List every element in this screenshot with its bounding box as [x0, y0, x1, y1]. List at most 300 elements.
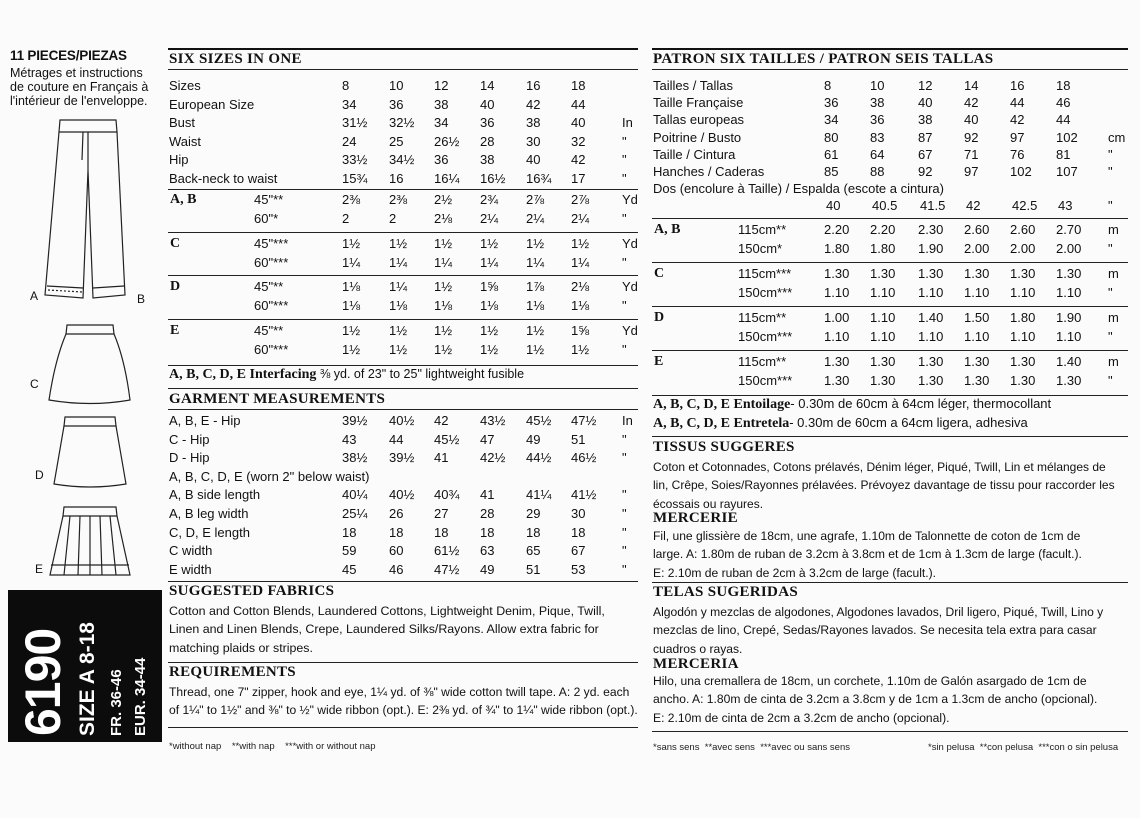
measurement-cell: 30: [571, 506, 586, 521]
measurement-cell: 65: [526, 543, 541, 559]
measurement-cell: 42: [434, 413, 449, 428]
french-title: PATRON SIX TAILLES / PATRON SEIS TALLAS: [653, 51, 994, 67]
entoilage-line: [653, 396, 1051, 413]
unit-label: ": [622, 152, 627, 167]
size-cell: 40: [526, 152, 541, 167]
size-row-label: Back-neck to waist: [169, 170, 278, 186]
unit-label: m: [1108, 266, 1119, 281]
yardage-cell: 1⅛: [434, 298, 453, 313]
yardage-cell: 1½: [342, 322, 361, 338]
view-label-a: A: [30, 289, 39, 303]
size-cell: 97: [1010, 129, 1025, 145]
measurement-cell: 40¾: [434, 487, 460, 503]
measurement-label: A, B leg width: [169, 506, 249, 521]
size-cell: 16½: [480, 170, 506, 186]
yardage-cell: 1½: [526, 341, 545, 357]
unit-label: ": [622, 561, 627, 577]
unit-label: ": [622, 524, 627, 540]
yardage-cell: 1½: [480, 341, 499, 357]
unit-label: ": [622, 170, 627, 186]
size-cell: 12: [434, 78, 449, 93]
interfacing-text: ⅜ yd. of 23" to 25" lightweight fusible: [319, 367, 525, 381]
yardage-cell: 1⅛: [571, 298, 590, 313]
unit-label: m: [1108, 354, 1119, 369]
yardage-cell: 1.30: [1056, 266, 1082, 281]
unit-label: ": [1108, 198, 1113, 213]
unit-label: ": [622, 450, 627, 466]
pants-drawing: [45, 120, 125, 298]
size-cell: 12: [918, 78, 933, 93]
yardage-cell: 1.10: [870, 310, 896, 325]
unit-label: m: [1108, 310, 1119, 325]
yardage-cell: 2¼: [526, 211, 545, 226]
measurement-cell: 60: [389, 543, 404, 559]
text-line: E: 2.10m de cinta de 2cm a 3.2cm de ancho (opcional).: [653, 710, 950, 725]
yardage-cell: 1.80: [1010, 310, 1036, 325]
yardage-cell: 1.30: [870, 354, 896, 369]
measurement-cell: 45½: [434, 431, 460, 447]
measurement-cell: 49: [526, 431, 541, 447]
size-cell: 32½: [389, 115, 415, 130]
yardage-cell: 1.30: [1010, 373, 1036, 388]
measurement-cell: 44: [389, 431, 404, 447]
size-cell: 83: [870, 129, 885, 145]
text-line: lin, Crêpe, Soies/Rayonnes prélavées. Prévoyez davantage de tissu pour raccorder les: [653, 478, 1115, 493]
yardage-cell: 1.10: [964, 285, 990, 300]
yardage-cell: 1¼: [434, 254, 453, 270]
measurement-cell: 67: [571, 543, 586, 559]
skirt-d-drawing: [54, 417, 126, 487]
yardage-cell: 1½: [389, 341, 408, 357]
unit-label: ": [622, 431, 627, 447]
unit-label: ": [1108, 285, 1113, 300]
text-line: Algodón y mezclas de algodones, Algodones lavados, Dril ligero, Piqué, Twill, Lino y: [653, 605, 1104, 619]
eur-size-range: EUR. 34-44: [132, 657, 149, 736]
yardage-cell: 2.00: [1010, 241, 1036, 256]
yardage-cell: 1.10: [918, 285, 944, 300]
measurement-cell: 27: [434, 506, 449, 521]
view-label: C: [654, 266, 665, 281]
suggested-fabrics-title: SUGGESTED FABRICS: [169, 583, 335, 599]
size-cell: 71: [964, 146, 979, 162]
fabric-width: 60"*: [254, 211, 279, 226]
size-cell: 8: [824, 78, 832, 93]
requirements-title: REQUIREMENTS: [169, 664, 296, 680]
yardage-cell: 1.30: [870, 373, 896, 388]
size-row-label: Taille Française: [653, 95, 744, 111]
size-cell: 42: [964, 95, 979, 111]
dos-cell: 42.5: [1012, 198, 1038, 213]
size-cell: 42: [571, 152, 586, 167]
text-line: ancho. A: 1.80m de cinta de 3.2cm a 3.8cm y de 1cm a 1.3cm de ancho (opcional).: [653, 692, 1098, 707]
yardage-cell: 1⅛: [389, 298, 408, 313]
yardage-cell: 2⅞: [571, 192, 590, 207]
view-label-e: E: [35, 562, 44, 576]
measurement-cell: 26: [389, 506, 404, 521]
yardage-cell: 1.30: [964, 266, 990, 281]
size-cell: 25: [389, 133, 404, 149]
skirt-c-drawing: [49, 325, 130, 404]
measurement-cell: 47½: [434, 561, 460, 577]
fabric-width: 150cm***: [738, 329, 793, 344]
size-cell: 40: [571, 115, 586, 130]
size-cell: 36: [824, 95, 839, 111]
unit-label: m: [1108, 222, 1119, 237]
entoilage-text: - 0.30m de 60cm à 64cm léger, thermocollant: [790, 396, 1052, 411]
measurement-cell: 59: [342, 543, 357, 559]
size-cell: 76: [1010, 146, 1025, 162]
requirements-text: [169, 683, 641, 720]
yardage-cell: 1½: [389, 322, 408, 338]
fabric-width: 115cm***: [738, 266, 792, 281]
text-line: Coton et Cotonnades, Cotons prélavés, Dénim léger, Piqué, Twill, Lin et mélanges de: [653, 460, 1106, 474]
text-line: Linen and Linen Blends, Crepe, Laundered Silks/Rayons. Allow extra fabric for: [169, 622, 599, 637]
interfacing-label: A, B, C, D, E Interfacing: [169, 367, 317, 382]
unit-label: ": [1108, 164, 1113, 179]
tissus-text: [653, 458, 1131, 513]
fabric-width: 45"**: [254, 322, 284, 338]
unit-label: ": [1108, 146, 1113, 162]
divider: [652, 350, 1128, 351]
yardage-cell: 1.80: [870, 241, 896, 256]
measurement-cell: 18: [389, 524, 404, 540]
measurement-cell: 18: [571, 524, 586, 540]
spanish-footnote: *sin pelusa **con pelusa ***con o sin pelusa: [928, 742, 1119, 753]
measurement-cell: 45½: [526, 413, 552, 428]
fabric-width: 115cm**: [738, 222, 787, 237]
fabric-width: 60"***: [254, 254, 289, 270]
size-cell: 34: [434, 115, 449, 130]
fabric-width: 60"***: [254, 341, 289, 357]
measurement-cell: 39½: [389, 450, 415, 466]
measurement-cell: 61½: [434, 543, 460, 559]
size-row-label: Bust: [169, 115, 196, 130]
size-row-label: Hip: [169, 152, 189, 167]
telas-title: TELAS SUGERIDAS: [653, 584, 798, 600]
size-row-label: European Size: [169, 96, 255, 112]
size-range: SIZE A 8-18: [76, 622, 99, 736]
size-cell: 30: [526, 133, 541, 149]
measurement-cell: 25¼: [342, 506, 368, 521]
interfacing-line: [169, 367, 524, 383]
size-cell: 38: [918, 112, 933, 128]
size-cell: 16: [526, 78, 541, 93]
view-label: E: [654, 354, 664, 369]
size-cell: 36: [870, 112, 885, 128]
yardage-cell: 2¾: [480, 192, 499, 207]
yardage-cell: 1.30: [1056, 373, 1082, 388]
measurement-cell: 38½: [342, 450, 368, 466]
french-top-rule: [652, 48, 1128, 50]
view-label: E: [170, 322, 180, 338]
text-line: large. A: 1.80m de ruban de 3.2cm à 3.8cm et de 1cm à 1.3cm de large (facult.).: [653, 547, 1082, 562]
measurement-cell: 47½: [571, 413, 597, 428]
suggested-fabrics-text: [169, 602, 641, 657]
english-footnote: *without nap **with nap ***with or without nap: [169, 741, 376, 752]
size-cell: 8: [342, 78, 350, 93]
entretela-line: [653, 415, 1028, 432]
divider: [168, 275, 638, 276]
yardage-cell: 1.30: [824, 266, 850, 281]
size-cell: 24: [342, 133, 357, 149]
unit-label: ": [622, 211, 627, 226]
fabric-width: 45"***: [254, 235, 289, 251]
yardage-cell: 1⅝: [480, 279, 499, 294]
fabric-width: 45"**: [254, 192, 284, 207]
size-cell: 16¼: [434, 170, 460, 186]
pieces-count: 11 PIECES/PIEZAS: [10, 48, 127, 63]
text-line: Hilo, una cremallera de 18cm, un corchete, 1.10m de Galón asargado de 1cm de: [653, 674, 1087, 688]
yardage-cell: 1⅛: [342, 298, 361, 313]
size-cell: 38: [870, 95, 885, 111]
size-cell: 10: [389, 78, 404, 93]
size-row-label: Waist: [169, 133, 202, 149]
yardage-cell: 1.40: [918, 310, 944, 325]
size-cell: 18: [1056, 78, 1071, 93]
fabric-width: 150cm***: [738, 373, 793, 388]
size-cell: 36: [434, 152, 449, 167]
unit-label: cm: [1108, 129, 1126, 145]
measurement-cell: 44½: [526, 450, 552, 466]
measurement-cell: 51: [526, 561, 541, 577]
tissus-title: TISSUS SUGGERES: [653, 439, 795, 455]
yardage-cell: 2.20: [824, 222, 850, 237]
size-cell: 87: [918, 129, 933, 145]
text-line: Thread, one 7" zipper, hook and eye, 1¼ yd. of ⅜" wide cotton twill tape. A: 2 yd. each: [169, 685, 630, 699]
measurement-cell: 53: [571, 561, 586, 577]
yardage-cell: 1½: [480, 235, 499, 251]
measurement-label: E width: [169, 561, 212, 577]
yardage-cell: 2⅛: [434, 211, 453, 226]
entretela-text: - 0.30m de 60cm a 64cm ligera, adhesiva: [789, 415, 1028, 430]
measurement-label: C, D, E length: [169, 524, 250, 540]
yardage-cell: 1.30: [1010, 266, 1036, 281]
size-cell: 42: [526, 96, 541, 112]
size-cell: 18: [571, 78, 586, 93]
pattern-number-block: [8, 590, 162, 742]
unit-label: ": [622, 506, 627, 521]
view-label: C: [170, 235, 181, 251]
size-cell: 32: [571, 133, 586, 149]
size-cell: 38: [434, 96, 449, 112]
view-label-b: B: [137, 292, 146, 306]
yardage-cell: 1⅞: [526, 279, 545, 294]
fabric-width: 115cm**: [738, 354, 787, 369]
note-line: Métrages et instructions: [10, 66, 143, 80]
yardage-cell: 1.10: [1010, 285, 1036, 300]
view-label: A, B: [170, 192, 197, 207]
view-label: A, B: [654, 222, 681, 237]
view-label-c: C: [30, 377, 39, 391]
measurement-cell: 40¼: [342, 487, 368, 503]
measurement-cell: 28: [480, 506, 495, 521]
yardage-cell: 1½: [434, 341, 453, 357]
size-cell: 92: [964, 129, 979, 145]
mercerie-title: MERCERIE: [653, 510, 738, 526]
yardage-cell: 1⅛: [526, 298, 545, 313]
size-cell: 16¾: [526, 170, 552, 186]
size-cell: 17: [571, 170, 586, 186]
yardage-cell: 1⅛: [480, 298, 499, 313]
size-cell: 44: [1010, 95, 1025, 111]
yardage-cell: 1.30: [964, 373, 990, 388]
yardage-cell: 1¼: [389, 279, 408, 294]
size-cell: 46: [1056, 95, 1071, 111]
measurement-label: D - Hip: [169, 450, 210, 466]
view-label: D: [654, 310, 665, 325]
yardage-cell: 1½: [526, 235, 545, 251]
yardage-cell: 2.00: [1056, 241, 1082, 256]
size-cell: 88: [870, 164, 885, 179]
size-cell: 102: [1056, 129, 1078, 145]
measurement-cell: 47: [480, 431, 495, 447]
measurement-cell: 46: [389, 561, 404, 577]
size-cell: 10: [870, 78, 885, 93]
measurement-cell: 43: [342, 431, 357, 447]
yardage-cell: 1.10: [1056, 329, 1082, 344]
size-cell: 92: [918, 164, 933, 179]
unit-label: Yd: [622, 192, 638, 207]
size-cell: 16: [1010, 78, 1025, 93]
yardage-cell: 2.60: [964, 222, 990, 237]
size-cell: 64: [870, 146, 885, 162]
size-row-label: Taille / Cintura: [653, 146, 736, 162]
yardage-cell: 1½: [571, 341, 590, 357]
unit-label: In: [622, 115, 633, 130]
unit-label: Yd: [622, 279, 638, 294]
unit-label: ": [1108, 241, 1113, 256]
measurement-cell: 18: [480, 524, 495, 540]
measurement-cell: 29: [526, 506, 541, 521]
divider: [652, 306, 1128, 307]
yardage-cell: 2: [342, 211, 350, 226]
size-cell: 36: [389, 96, 404, 112]
size-cell: 40: [918, 95, 933, 111]
yardage-cell: 1½: [434, 235, 453, 251]
yardage-cell: 1.10: [1056, 285, 1082, 300]
unit-label: ": [622, 341, 627, 357]
size-cell: 40: [480, 96, 495, 112]
yardage-cell: 1.10: [918, 329, 944, 344]
merceria-title: MERCERIA: [653, 656, 739, 672]
size-cell: 85: [824, 164, 839, 179]
yardage-cell: 2¼: [480, 211, 499, 226]
size-cell: 107: [1056, 164, 1078, 179]
yardage-cell: 1.00: [824, 310, 850, 325]
mercerie-text: [653, 527, 1131, 582]
unit-label: ": [622, 487, 627, 503]
measurement-label: C width: [169, 543, 213, 559]
size-cell: 61: [824, 146, 839, 162]
size-cell: 14: [480, 78, 495, 93]
measurement-cell: 41: [434, 450, 449, 466]
yardage-cell: 2⅛: [571, 279, 590, 294]
yardage-cell: 2.70: [1056, 222, 1082, 237]
yardage-cell: 1.10: [870, 329, 896, 344]
unit-label: ": [622, 254, 627, 270]
yardage-cell: 2½: [434, 192, 453, 207]
yardage-cell: 1.30: [824, 354, 850, 369]
yardage-cell: 1.40: [1056, 354, 1082, 369]
size-row-label: Tallas europeas: [653, 112, 745, 128]
yardage-cell: 2.30: [918, 222, 944, 237]
yardage-cell: 1⅝: [571, 322, 590, 338]
measurement-cell: 41½: [571, 487, 597, 503]
text-line: matching plaids or stripes.: [169, 640, 313, 655]
unit-label: ": [622, 543, 627, 559]
french-instructions-note: [10, 66, 148, 108]
measurement-cell: 41¼: [526, 487, 552, 503]
technical-drawings: [0, 110, 165, 590]
telas-text: [653, 603, 1131, 658]
yardage-cell: 1.30: [918, 354, 944, 369]
divider: [168, 319, 638, 320]
unit-label: ": [1108, 373, 1113, 388]
measurement-cell: 18: [526, 524, 541, 540]
yardage-cell: 1½: [434, 322, 453, 338]
measurement-cell: 42½: [480, 450, 506, 466]
measurement-label: C - Hip: [169, 431, 210, 447]
yardage-cell: 1.10: [824, 285, 850, 300]
english-top-rule: [168, 48, 638, 50]
yardage-cell: 1½: [526, 322, 545, 338]
text-line: Cotton and Cotton Blends, Laundered Cottons, Lightweight Denim, Pique, Twill,: [169, 604, 605, 618]
yardage-cell: 1¼: [389, 254, 408, 270]
size-cell: 44: [1056, 112, 1071, 128]
measurement-cell: 18: [342, 524, 357, 540]
yardage-cell: 1¼: [571, 254, 590, 270]
entretela-label: A, B, C, D, E Entretela: [653, 416, 790, 431]
yardage-cell: 2¼: [571, 211, 590, 226]
measurement-cell: 43½: [480, 413, 506, 428]
size-cell: 36: [480, 115, 495, 130]
size-cell: 97: [964, 164, 979, 179]
yardage-cell: 2.60: [1010, 222, 1036, 237]
yardage-cell: 1½: [571, 235, 590, 251]
yardage-cell: 1⅛: [342, 279, 361, 294]
unit-label: In: [622, 413, 633, 428]
size-cell: 31½: [342, 115, 368, 130]
measurement-cell: 18: [434, 524, 449, 540]
yardage-cell: 2: [389, 211, 397, 226]
size-cell: 15¾: [342, 170, 368, 186]
size-cell: 80: [824, 129, 839, 145]
yardage-cell: 1.10: [964, 329, 990, 344]
view-label-d: D: [35, 468, 44, 482]
size-cell: 28: [480, 133, 495, 149]
fabric-width: 150cm***: [738, 285, 793, 300]
divider: [168, 232, 638, 233]
skirt-e-drawing: [50, 507, 130, 575]
size-cell: 67: [918, 146, 933, 162]
size-cell: 34: [824, 112, 839, 128]
size-cell: 38: [526, 115, 541, 130]
measurement-cell: 49: [480, 561, 495, 577]
yardage-cell: 1.30: [1010, 354, 1036, 369]
measurement-cell: 46½: [571, 450, 597, 466]
yardage-cell: 1½: [342, 341, 361, 357]
measurement-label: A, B, E - Hip: [169, 413, 241, 428]
yardage-cell: 2⅜: [389, 192, 408, 207]
size-row-label: Tailles / Tallas: [653, 78, 733, 93]
measurement-cell: 51: [571, 431, 586, 447]
size-cell: 26½: [434, 133, 460, 149]
measurement-cell: 40½: [389, 487, 415, 503]
fr-size-range: FR. 36-46: [108, 669, 125, 736]
dos-cell: 41.5: [920, 198, 946, 213]
yardage-cell: 1.10: [1010, 329, 1036, 344]
yardage-cell: 1.30: [918, 373, 944, 388]
